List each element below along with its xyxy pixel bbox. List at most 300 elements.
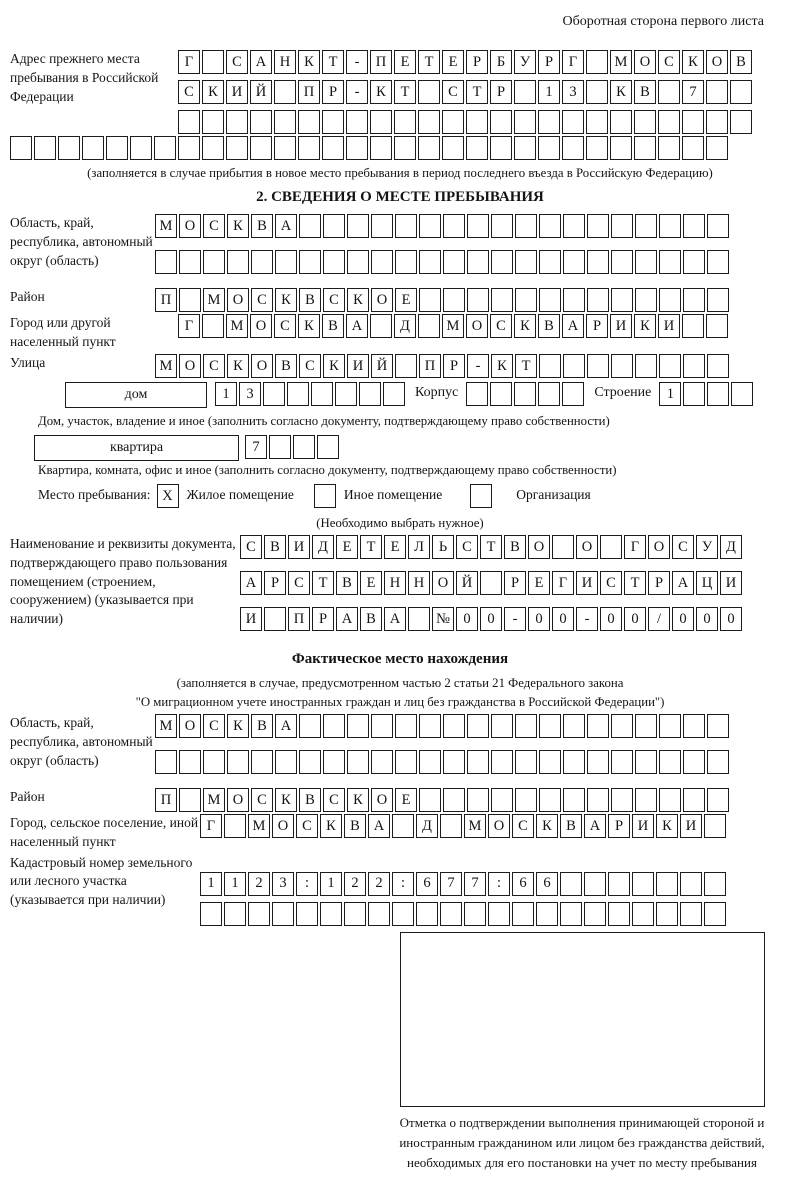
char-box [730,80,752,104]
char-box: А [368,814,390,838]
char-box [656,902,678,926]
char-box: К [370,80,392,104]
char-box: Р [648,571,670,595]
char-box: К [275,788,297,812]
char-box [394,136,416,160]
char-box: В [336,571,358,595]
char-box [586,110,608,134]
char-box: 0 [552,607,574,631]
char-box: К [536,814,558,838]
char-box: Г [178,50,200,74]
char-box: Й [371,354,393,378]
char-box [419,788,441,812]
char-box [408,607,430,631]
char-box: 7 [464,872,486,896]
char-box [587,354,609,378]
char-box [659,354,681,378]
char-box: М [203,288,225,312]
char-box: С [512,814,534,838]
char-box: М [155,214,177,238]
char-box: - [346,80,368,104]
char-box [659,788,681,812]
char-box [563,788,585,812]
char-box: П [155,288,177,312]
char-box [706,136,728,160]
char-box [370,136,392,160]
char-box: В [538,314,560,338]
char-box [296,902,318,926]
section2-title: 2. СВЕДЕНИЯ О МЕСТЕ ПРЕБЫВАНИЯ [256,189,544,205]
char-box: Т [312,571,334,595]
district-block [10,288,790,312]
char-box [514,136,536,160]
char-box [395,714,417,738]
char-box: О [250,314,272,338]
char-box [467,288,489,312]
actual-city-label: Город, сельское поселение, иной населенный пункт [10,814,199,849]
char-box [538,110,560,134]
confirmation-stamp-box [400,932,765,1107]
char-box [323,214,345,238]
char-box: М [226,314,248,338]
char-box: К [320,814,342,838]
char-box [299,714,321,738]
document-rows [240,535,742,643]
char-box [707,288,729,312]
char-box [600,535,622,559]
char-box: Б [490,50,512,74]
char-box: Н [408,571,430,595]
char-box [562,110,584,134]
actual-region-rows [155,714,729,786]
char-box: К [656,814,678,838]
char-box [536,902,558,926]
char-box: У [696,535,718,559]
char-box: П [155,788,177,812]
char-box: : [392,872,414,896]
actual-city-block [10,814,790,852]
char-box [635,250,657,274]
char-box: К [347,788,369,812]
char-box: Т [466,80,488,104]
char-row [155,788,729,812]
char-box: Т [624,571,646,595]
char-box [683,250,705,274]
char-box: А [384,607,406,631]
char-box: О [179,714,201,738]
char-box: В [730,50,752,74]
char-box: П [370,50,392,74]
char-box: В [299,788,321,812]
stroenie-label: Строение [594,384,652,400]
char-box: Т [360,535,382,559]
char-box: И [347,354,369,378]
char-box [466,110,488,134]
char-box [82,136,104,160]
prev-address-block [10,50,790,134]
char-box: А [562,314,584,338]
stay-type-checkbox-inoe [314,484,336,508]
char-box: 0 [456,607,478,631]
char-box: М [464,814,486,838]
char-box [491,288,513,312]
char-box: О [706,50,728,74]
char-box [490,110,512,134]
char-box: А [672,571,694,595]
stay-type-row [38,484,790,514]
prev-address-note: (заполняется в случае прибытия в новое место пребывания в период последнего въезда в Российскую Федерацию) [87,166,713,180]
stay-type-option-zhiloe-label: Жилое помещение [186,486,294,502]
house-row [65,382,790,412]
char-box [10,136,32,160]
char-box [515,214,537,238]
char-box [269,435,291,459]
char-box: И [576,571,598,595]
char-box [587,250,609,274]
char-box [611,788,633,812]
char-box [491,788,513,812]
char-box [611,750,633,774]
char-box: В [251,214,273,238]
char-box [344,902,366,926]
char-box [659,750,681,774]
char-box [635,288,657,312]
char-box: 1 [320,872,342,896]
district-label: Район [10,289,45,304]
char-box [371,714,393,738]
char-box: С [203,714,225,738]
char-box: 7 [440,872,462,896]
house-type-box: дом [65,382,207,408]
char-box [514,80,536,104]
char-box [227,750,249,774]
char-box: С [288,571,310,595]
char-box: О [371,288,393,312]
char-box: / [648,607,670,631]
char-box: 0 [480,607,502,631]
char-box: Р [264,571,286,595]
char-box [200,902,222,926]
char-box: Р [538,50,560,74]
char-box: О [576,535,598,559]
char-box [538,136,560,160]
char-box: С [442,80,464,104]
char-box [587,214,609,238]
char-box [416,902,438,926]
char-box: О [227,788,249,812]
char-box [608,872,630,896]
stay-type-option-inoe-label: Иное помещение [343,486,443,502]
char-box [539,214,561,238]
char-box [299,750,321,774]
char-box [704,872,726,896]
char-box [274,110,296,134]
char-box: С [178,80,200,104]
char-box: К [275,288,297,312]
char-box: Е [394,50,416,74]
char-box: У [514,50,536,74]
cadastre-rows [200,854,726,926]
document-label: Наименование и реквизиты документа, подтверждающего право пользования помещением (строением, сооружением) (указывается при наличии) [10,535,236,627]
char-box [707,354,729,378]
cadastre-block [10,854,790,926]
char-box: К [634,314,656,338]
char-box [682,314,704,338]
char-box: О [227,288,249,312]
char-row [178,50,752,74]
stay-type-checkbox-zhiloe [157,484,179,508]
char-box [683,288,705,312]
char-box: Д [312,535,334,559]
char-box: - [504,607,526,631]
char-box: В [264,535,286,559]
char-box: Р [466,50,488,74]
char-box: 1 [200,872,222,896]
char-box [371,750,393,774]
char-box: Е [528,571,550,595]
char-box [682,136,704,160]
char-box [731,382,753,406]
char-box: Н [274,50,296,74]
char-box [251,750,273,774]
char-box: И [288,535,310,559]
char-box [323,250,345,274]
char-box: В [299,288,321,312]
char-box [443,714,465,738]
char-box [704,814,726,838]
char-box: - [467,354,489,378]
char-box [587,750,609,774]
char-box [418,80,440,104]
char-box [539,354,561,378]
stay-type-note: (Необходимо выбрать нужное) [316,515,484,530]
char-box [299,250,321,274]
char-box: О [272,814,294,838]
char-box: С [274,314,296,338]
char-box: Т [418,50,440,74]
char-box [299,214,321,238]
char-box [658,136,680,160]
char-box [287,382,309,406]
char-box [293,435,315,459]
city-label: Город или другой населенный пункт [10,315,116,349]
char-box: 2 [344,872,366,896]
char-box: П [298,80,320,104]
char-box [587,714,609,738]
char-box [443,788,465,812]
char-box [106,136,128,160]
char-box [443,288,465,312]
char-box [394,110,416,134]
char-box [659,714,681,738]
char-box [706,80,728,104]
char-row [240,607,742,631]
char-box: В [275,354,297,378]
char-box: К [227,354,249,378]
char-box [659,250,681,274]
char-box [419,714,441,738]
char-box: Ц [696,571,718,595]
char-row [155,714,729,738]
char-box [707,250,729,274]
char-box [155,750,177,774]
char-box [224,902,246,926]
char-box [634,110,656,134]
apartment-row [34,435,790,461]
char-box [515,250,537,274]
char-box [179,288,201,312]
char-box [683,214,705,238]
char-box [322,110,344,134]
char-box: Г [552,571,574,595]
stay-type-checkbox-org [470,484,492,508]
char-box: Е [395,788,417,812]
char-box: И [632,814,654,838]
char-box [58,136,80,160]
char-box [707,214,729,238]
char-box: О [371,788,393,812]
char-box: И [658,314,680,338]
char-box [539,750,561,774]
char-row [200,902,726,926]
char-box: В [322,314,344,338]
char-box: А [346,314,368,338]
char-box [514,382,536,406]
char-box: 6 [536,872,558,896]
char-box: И [720,571,742,595]
char-box [587,788,609,812]
char-box [178,110,200,134]
char-box [635,214,657,238]
char-box [178,136,200,160]
char-box [395,214,417,238]
char-box [320,902,342,926]
char-box: Ь [432,535,454,559]
char-box [250,110,272,134]
char-box: Р [490,80,512,104]
char-box [562,382,584,406]
char-box [347,214,369,238]
char-box: Е [384,535,406,559]
char-box [707,750,729,774]
stroenie-cells [659,382,753,406]
char-box: 6 [416,872,438,896]
char-box [322,136,344,160]
stay-type-label: Место пребывания: [38,486,151,502]
char-box [563,288,585,312]
char-box [347,750,369,774]
document-block [10,535,790,643]
korpus-cells [466,382,584,406]
char-box: Р [586,314,608,338]
char-box [442,110,464,134]
char-box: К [227,714,249,738]
char-box: В [560,814,582,838]
char-box: О [648,535,670,559]
char-box: О [488,814,510,838]
char-box [635,354,657,378]
char-box: С [600,571,622,595]
char-box [656,872,678,896]
char-box: Т [480,535,502,559]
char-box: С [203,354,225,378]
char-box [202,50,224,74]
char-box [263,382,285,406]
char-box [586,50,608,74]
char-box [395,250,417,274]
char-box [275,250,297,274]
char-box: Р [322,80,344,104]
char-box: Е [336,535,358,559]
actual-district-block [10,788,790,812]
house-note: Дом, участок, владение и иное (заполнить согласно документу, подтверждающему право собственности) [38,413,610,428]
region-rows [155,214,729,286]
char-box [443,214,465,238]
char-box [130,136,152,160]
char-box: М [155,354,177,378]
char-box [418,110,440,134]
char-box [488,902,510,926]
char-box: Й [250,80,272,104]
char-row [240,571,742,595]
char-box [419,750,441,774]
char-box [467,250,489,274]
city-block [10,314,790,352]
char-box: Л [408,535,430,559]
char-box: 1 [215,382,237,406]
char-box [480,571,502,595]
char-box [272,902,294,926]
char-box [311,382,333,406]
char-box [635,750,657,774]
char-row [200,814,726,838]
char-box: О [528,535,550,559]
char-box: Т [394,80,416,104]
char-box [707,382,729,406]
char-box [470,484,492,508]
char-box [562,136,584,160]
char-box [154,136,176,160]
char-box [683,788,705,812]
char-box [706,314,728,338]
char-box [314,484,336,508]
char-row [155,750,729,774]
prev-address-rows [178,50,752,134]
char-box: С [203,214,225,238]
char-box: 1 [659,382,681,406]
char-box [539,288,561,312]
char-box [611,354,633,378]
char-row [240,535,742,559]
char-box [298,136,320,160]
char-box: Й [456,571,478,595]
char-box: К [514,314,536,338]
char-box: Г [200,814,222,838]
char-row [178,80,752,104]
char-box: С [323,288,345,312]
char-box: К [610,80,632,104]
char-box: М [442,314,464,338]
char-box [202,136,224,160]
char-box: X [157,484,179,508]
char-box: Р [504,571,526,595]
char-box: 1 [224,872,246,896]
char-box: - [576,607,598,631]
char-box: А [275,214,297,238]
char-box [560,872,582,896]
apartment-type-box: квартира [34,435,239,461]
char-box: С [299,354,321,378]
